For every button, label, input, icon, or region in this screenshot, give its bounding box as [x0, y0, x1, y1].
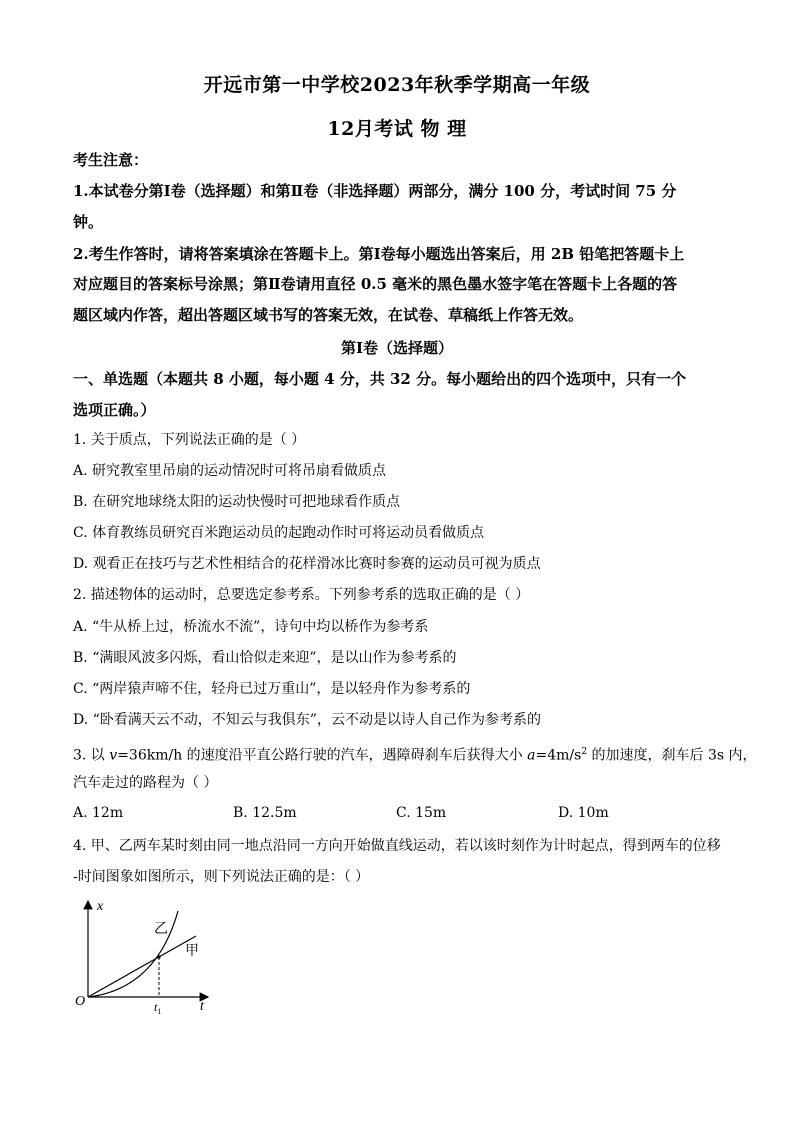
- intersection-point: [157, 955, 160, 958]
- notice-item2-line1: 2.考生作答时，请将答案填涂在答题卡上。第Ⅰ卷每小题选出答案后，用 2B 铅笔把答题卡上: [73, 245, 685, 263]
- section-heading-line2: 选项正确。）: [73, 401, 156, 419]
- exam-title: 开远市第一中学校2023年秋季学期高一年级: [203, 74, 591, 96]
- exam-subtitle: 12月考试 物 理: [327, 118, 467, 140]
- curve-yi-label: 乙: [154, 922, 168, 937]
- q3-acceleration-symbol: a: [527, 747, 536, 764]
- q2-option-a: A. “牛从桥上过，桥流水不流”，诗句中均以桥作为参考系: [73, 619, 429, 635]
- q3-option-b: B. 12.5m: [233, 805, 297, 821]
- q3-velocity-symbol: v: [109, 747, 118, 764]
- q3-option-a: A. 12m: [73, 805, 124, 821]
- line-jia-label: 甲: [185, 944, 199, 959]
- notice-item2-line3: 题区域内作答，超出答题区域书写的答案无效，在试卷、草稿纸上作答无效。: [73, 306, 584, 324]
- q3-unit-exponent: 2: [581, 747, 588, 757]
- notice-item1-line1: 1.本试卷分第Ⅰ卷（选择题）和第Ⅱ卷（非选择题）两部分，满分 100 分，考试时间 75 分: [73, 182, 677, 200]
- q2-stem: 2. 描述物体的运动时，总要选定参考系。下列参考系的选取正确的是（ ）: [73, 587, 530, 603]
- x-axis-label: t: [200, 999, 204, 1014]
- q4-stem-line1: 4. 甲、乙两车某时刻由同一地点沿同一方向开始做直线运动，若以该时刻作为计时起点，得到两车的位移: [73, 838, 721, 854]
- q1-option-b: B. 在研究地球绕太阳的运动快慢时可把地球看作质点: [73, 494, 401, 510]
- q2-option-d: D. “卧看满天云不动，不知云与我俱东”，云不动是以诗人自己作为参考系的: [73, 712, 541, 728]
- q3-stem-prefix: 3. 以: [73, 747, 110, 764]
- q2-option-b: B. “满眼风波多闪烁，看山恰似走来迎”，是以山作为参考系的: [73, 650, 457, 666]
- q3-stem-mid: =36km/h 的速度沿平直公路行驶的汽车，遇障碍刹车后获得大小: [117, 747, 528, 764]
- origin-label: O: [75, 994, 86, 1009]
- q3-stem-line2: 汽车走过的路程为（ ）: [73, 775, 218, 791]
- notice-item2-line2: 对应题目的答案标号涂黑；第Ⅱ卷请用直径 0.5 毫米的黑色墨水签字笔在答题卡上各题的答: [73, 275, 678, 293]
- q1-stem: 1. 关于质点，下列说法正确的是（ ）: [73, 432, 306, 448]
- q1-option-d: D. 观看正在技巧与艺术性相结合的花样滑冰比赛时参赛的运动员可视为质点: [73, 556, 541, 572]
- q1-option-a: A. 研究教室里吊扇的运动情况时可将吊扇看做质点: [73, 463, 387, 479]
- line-jia: [88, 936, 196, 997]
- q3-stem-end: 的加速度，刹车后 3s 内，: [587, 747, 757, 764]
- q3-stem-line1: [73, 742, 757, 766]
- t1-label: [154, 1000, 161, 1016]
- q2-option-c: C. “两岸猿声啼不住，轻舟已过万重山”，是以轻舟作为参考系的: [73, 681, 471, 697]
- q3-option-d: D. 10m: [558, 805, 609, 821]
- t1-symbol: t: [154, 1000, 158, 1014]
- t1-subscript: 1: [157, 1007, 162, 1016]
- notice-item1-line2: 钟。: [73, 213, 104, 231]
- part-title: 第Ⅰ卷（选择题）: [340, 339, 454, 357]
- section-heading-line1: 一、单选题（本题共 8 小题，每小题 4 分，共 32 分。每小题给出的四个选项中，只有一个: [73, 370, 687, 388]
- xt-graph-figure: [70, 893, 220, 1018]
- notice-heading: 考生注意：: [73, 151, 149, 169]
- q3-option-c: C. 15m: [396, 805, 447, 821]
- q3-acceleration-value: =4m/s: [535, 747, 582, 764]
- y-axis-label: x: [97, 899, 104, 914]
- q1-option-c: C. 体育教练员研究百米跑运动员的起跑动作时可将运动员看做质点: [73, 525, 485, 541]
- q4-stem-line2: -时间图象如图所示，则下列说法正确的是：（ ）: [73, 869, 370, 885]
